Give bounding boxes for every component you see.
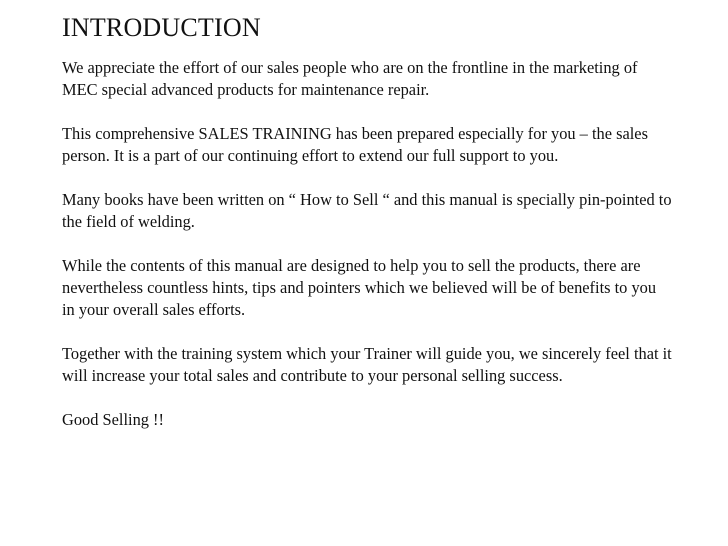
signoff-text: Good Selling !! [62,410,164,429]
paragraph-sales-training: This comprehensive SALES TRAINING has been prepared especially for you – the sales person. It is a part of our continuing effort to extend our full support to you. [62,124,648,165]
page-title: INTRODUCTION [62,13,261,42]
paragraph-how-to-sell: Many books have been written on “ How to Sell “ and this manual is specially pin-pointed to the field of welding. [62,190,672,231]
document-page [62,12,672,431]
paragraph-training-system: Together with the training system which your Trainer will guide you, we sincerely feel that it will increase your total sales and contribute to your personal selling success. [62,344,672,385]
paragraph-manual-contents: While the contents of this manual are designed to help you to sell the products, there are nevertheless countless hints, tips and pointers which we believed will be of benefits to you in your overall sales efforts. [62,256,657,319]
paragraph-appreciation: We appreciate the effort of our sales people who are on the frontline in the marketing of MEC special advanced products for maintenance repair. [62,58,638,99]
